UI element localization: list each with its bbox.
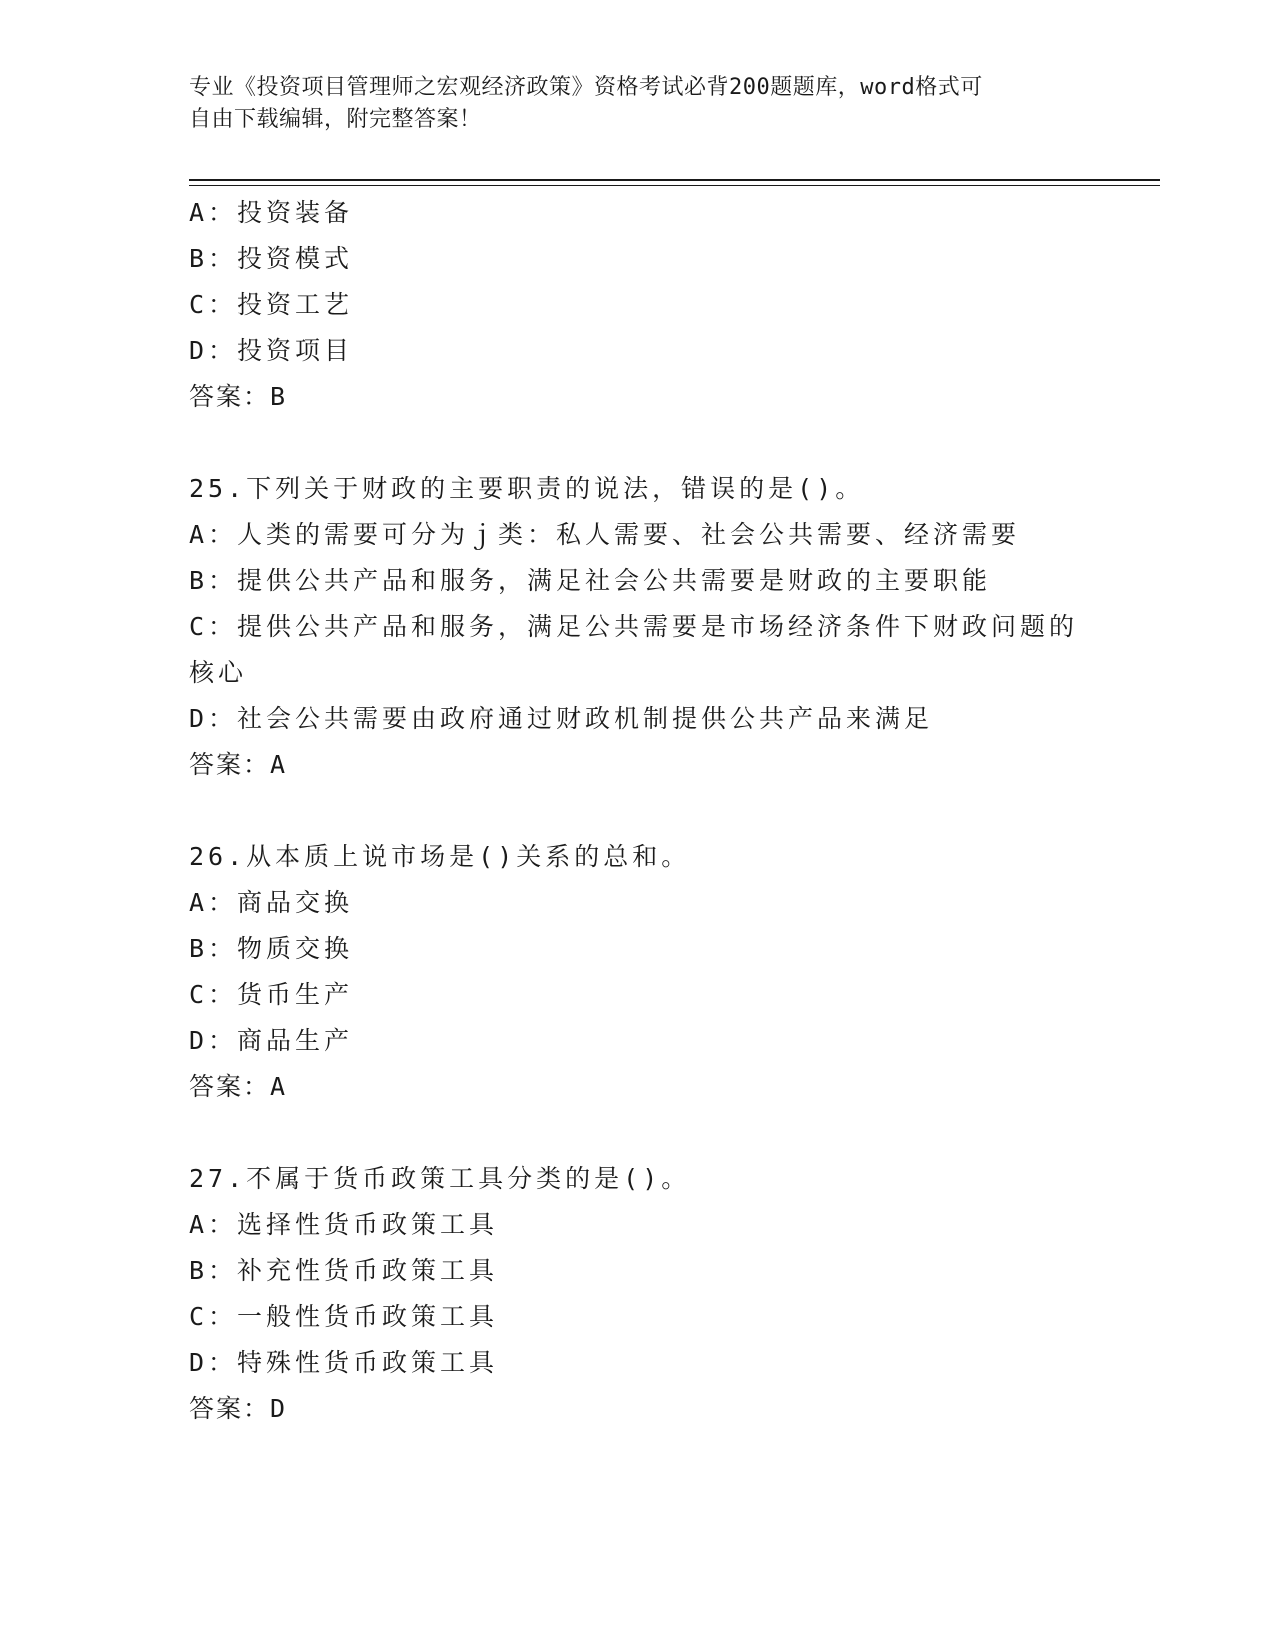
- answer-value: A: [270, 750, 288, 779]
- answer-line: [189, 1064, 1089, 1110]
- answer-line: [189, 1386, 1089, 1432]
- option-c: C：提供公共产品和服务，满足公共需要是市场经济条件下财政问题的核心: [189, 612, 1079, 687]
- answer-label: 答案：: [189, 1394, 271, 1423]
- question-block-26: [189, 834, 1089, 1110]
- header-line-1: 专业《投资项目管理师之宏观经济政策》资格考试必背200题题库，word格式可: [189, 75, 983, 100]
- option-b: B：提供公共产品和服务，满足社会公共需要是财政的主要职能: [189, 566, 992, 595]
- option-a: A：投资装备: [189, 198, 354, 227]
- option-d: D：特殊性货币政策工具: [189, 1348, 499, 1377]
- question-block-27: [189, 1156, 1089, 1432]
- option-b: B：物质交换: [189, 934, 354, 963]
- header-divider-thick: [189, 179, 1160, 181]
- answer-line: [189, 742, 1089, 788]
- option-c: C：投资工艺: [189, 290, 354, 319]
- spacer: [189, 420, 1089, 466]
- option-a: A：人类的需要可分为ｊ类：私人需要、社会公共需要、经济需要: [189, 520, 1021, 549]
- document-header: [189, 72, 1089, 136]
- spacer: [189, 1110, 1089, 1156]
- answer-value: B: [270, 382, 288, 411]
- question-text: 27.不属于货币政策工具分类的是()。: [189, 1164, 691, 1193]
- question-text: 26.从本质上说市场是()关系的总和。: [189, 842, 691, 871]
- answer-label: 答案：: [189, 1072, 271, 1101]
- option-a: A：商品交换: [189, 888, 354, 917]
- answer-label: 答案：: [189, 382, 271, 411]
- header-divider-thin: [189, 185, 1160, 186]
- option-c: C：一般性货币政策工具: [189, 1302, 499, 1331]
- option-b: B：补充性货币政策工具: [189, 1256, 499, 1285]
- option-d: D：商品生产: [189, 1026, 354, 1055]
- spacer: [189, 788, 1089, 834]
- question-block-25: [189, 466, 1089, 788]
- option-c: C：货币生产: [189, 980, 354, 1009]
- option-b: B：投资模式: [189, 244, 354, 273]
- option-d: D：投资项目: [189, 336, 354, 365]
- answer-value: D: [270, 1394, 288, 1423]
- question-block-continued: [189, 190, 1089, 420]
- header-line-2: 自由下载编辑，附完整答案！: [189, 107, 482, 132]
- option-a: A：选择性货币政策工具: [189, 1210, 499, 1239]
- question-text: 25.下列关于财政的主要职责的说法，错误的是()。: [189, 474, 865, 503]
- option-d: D：社会公共需要由政府通过财政机制提供公共产品来满足: [189, 704, 934, 733]
- answer-value: A: [270, 1072, 288, 1101]
- answer-line: [189, 374, 1089, 420]
- question-list: [189, 190, 1089, 1432]
- answer-label: 答案：: [189, 750, 271, 779]
